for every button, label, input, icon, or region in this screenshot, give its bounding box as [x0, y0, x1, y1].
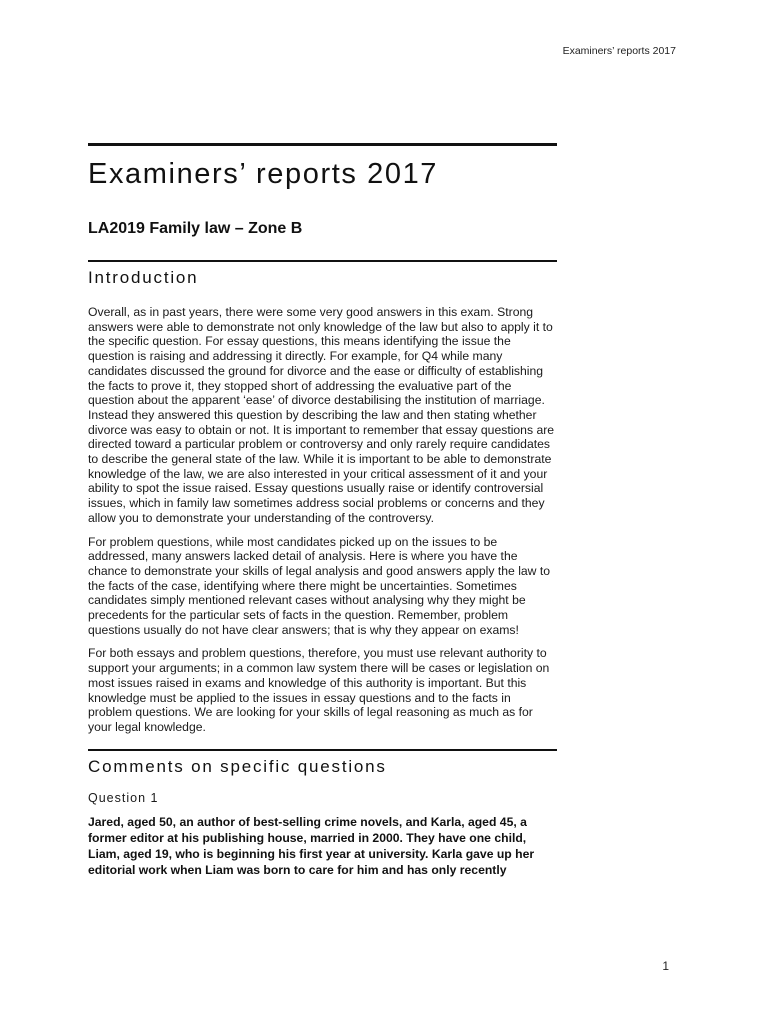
question-1-text: Jared, aged 50, an author of best-selling crime novels, and Karla, aged 45, a former editor at his publishing house, married in 2000. They have one child, Liam, aged 19, who is beginning his first year at university. Karla gave up her editorial work when Liam was born to care for him and has only recently — [88, 814, 535, 877]
intro-paragraph-2: For problem questions, while most candidates picked up on the issues to be addressed, many answers lacked detail of analysis. Here is where you have the chance to demonstrate your skills of legal analysis and good answers apply the law to the facts of the case, identifying where there might be uncertainties. Sometimes candidates simply mentioned relevant cases without analysing why they might be precedents for the particular sets of facts in the question. Remember, problem questions usually do not have clear answers; that is why they appear on exams! — [88, 534, 551, 637]
question-1-label: Question 1 — [88, 790, 159, 805]
comments-rule — [88, 749, 557, 751]
introduction-rule — [88, 260, 557, 262]
intro-paragraph-1: Overall, as in past years, there were some very good answers in this exam. Strong answers were able to demonstrate not only knowledge of the law but also to apply it to the specific question. For essay questions, this means identifying the issue the question is raising and addressing it directly. For example, for Q4 while many candidates discussed the ground for divorce and the ease or difficulty of establishing the facts to prove it, they stopped short of addressing the evaluative part of the question about the apparent ‘ease’ of divorce destabilising the institution of marriage. Instead they answered this question by describing the law and then stating whether divorce was easy to obtain or not. It is important to remember that essay questions are directed toward a particular problem or controversy and only rarely require candidates to describe the general state of the law. While it is important to be able to demonstrate knowledge of the law, we are also interested in your critical assessment of it and your ability to spot the issue raised. Essay questions usually raise or identify controversial issues, which in family law sometimes address social problems or concerns and they allow you to demonstrate your understanding of the controversy. — [88, 305, 555, 525]
intro-paragraph-3: For both essays and problem questions, therefore, you must use relevant authority to support your arguments; in a common law system there will be cases or legislation on most issues raised in exams and knowledge of this authority is important. But this knowledge must be applied to the issues in essay questions and to the facts in problem questions. We are looking for your skills of legal reasoning as much as for your legal knowledge. — [88, 646, 550, 734]
page-content — [88, 143, 557, 878]
running-header: Examiners’ reports 2017 — [562, 45, 676, 57]
page-number: 1 — [662, 959, 669, 973]
introduction-body — [88, 305, 557, 735]
title-top-rule — [88, 143, 557, 146]
comments-heading: Comments on specific questions — [88, 756, 387, 776]
course-title: LA2019 Family law – Zone B — [88, 220, 303, 237]
introduction-heading: Introduction — [88, 268, 199, 287]
document-title: Examiners’ reports 2017 — [88, 158, 439, 190]
